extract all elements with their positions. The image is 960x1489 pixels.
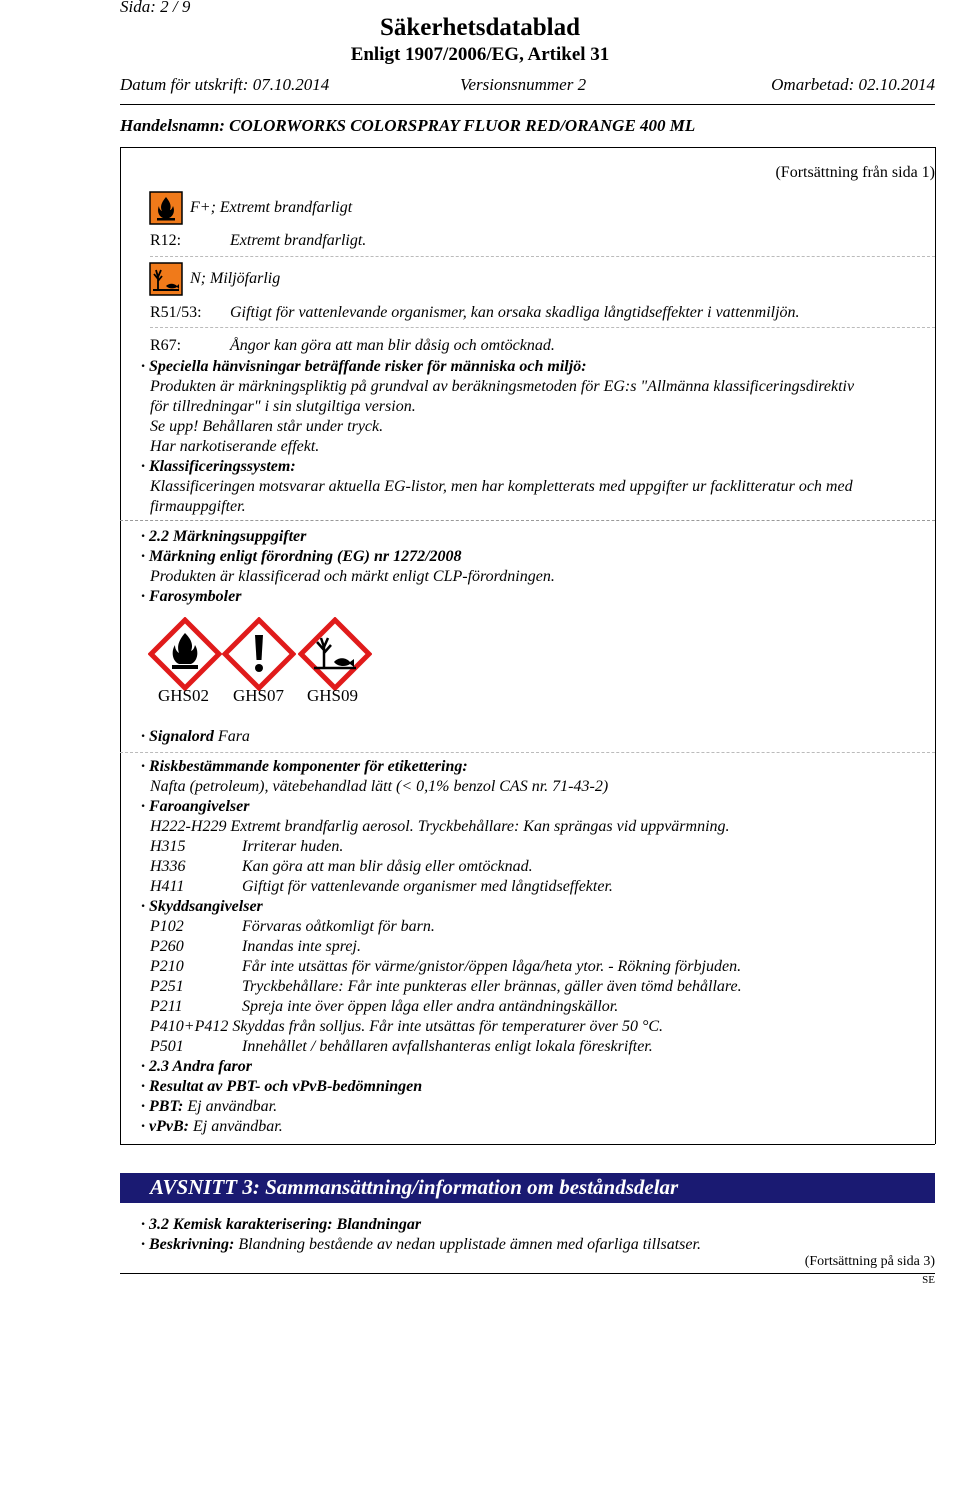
classification-heading: · Klassificeringssystem: <box>141 458 296 475</box>
description-row <box>141 1236 701 1254</box>
precaution-row <box>150 918 435 936</box>
page-number: Sida: 2 / 9 <box>120 0 191 16</box>
language-code: SE <box>922 1274 935 1286</box>
r12-text: Extremt brandfarligt. <box>230 232 367 249</box>
precaution-code: P102 <box>150 918 184 935</box>
clp-text: Produkten är klassificerad och märkt enligt CLP-förordningen. <box>150 568 555 585</box>
precaution-row <box>150 938 361 956</box>
old-class-n: N; Miljöfarlig <box>190 270 281 287</box>
description-value: Blandning bestående av nedan upplistade ämnen med ofarliga tillsatser. <box>238 1236 701 1253</box>
precaution-text: Skyddas från solljus. Får inte utsättas för temperaturer över 50 °C. <box>232 1018 664 1035</box>
precaution-code: P251 <box>150 978 184 995</box>
divider-2 <box>150 327 935 328</box>
regulation-heading: · Märkning enligt förordning (EG) nr 1272/2008 <box>141 548 462 565</box>
document-title: Säkerhetsdatablad <box>379 14 581 41</box>
document-subtitle: Enligt 1907/2006/EG, Artikel 31 <box>350 44 610 65</box>
print-date: Datum för utskrift: 07.10.2014 <box>120 75 330 94</box>
r67-code: R67: <box>150 337 182 354</box>
r5153-code: R51/53: <box>150 304 202 321</box>
r67-text: Ångor kan göra att man blir dåsig och omtöcknad. <box>230 337 555 354</box>
hazard-code: H336 <box>150 858 186 875</box>
divider-4 <box>120 752 935 753</box>
hazard-text: Kan göra att man blir dåsig eller omtöcknad. <box>242 858 533 875</box>
pbt-row <box>141 1098 277 1116</box>
header-rule-top <box>120 104 935 105</box>
chem-characterisation: · 3.2 Kemisk karakterisering: Blandningar <box>141 1216 422 1233</box>
precaution-row <box>150 1018 663 1036</box>
precaution-code: P211 <box>150 998 183 1015</box>
precaution-code: P260 <box>150 938 184 955</box>
hazard-row <box>150 838 343 856</box>
vpvb-value: Ej användbar. <box>192 1118 283 1135</box>
r5153-text: Giftigt för vattenlevande organismer, kan orsaka skadliga långtidseffekter i vattenmiljön. <box>230 304 800 321</box>
classification-line-1: Klassificeringen motsvarar aktuella EG-listor, men har kompletterats med uppgifter ur facklitteratur och med <box>150 478 853 495</box>
hazard-text: Irriterar huden. <box>242 838 344 855</box>
pictogram-label-1: GHS02 <box>158 686 210 705</box>
precaution-text: Inandas inte sprej. <box>242 938 361 955</box>
pictogram-label-3: GHS09 <box>307 686 359 705</box>
special-line-4: Har narkotiserande effekt. <box>150 438 320 455</box>
signal-label: · Signalord <box>141 728 214 745</box>
precaution-code: P410+P412 <box>150 1018 229 1035</box>
hazard-text: Giftigt för vattenlevande organismer med långtidseffekter. <box>242 878 613 895</box>
components-heading: · Riskbestämmande komponenter för etikettering: <box>141 758 468 775</box>
special-heading: · Speciella hänvisningar beträffande risker för människa och miljö: <box>141 358 587 375</box>
classification-line-2: firmauppgifter. <box>150 498 246 515</box>
signal-word <box>141 728 250 746</box>
precaution-row <box>150 1038 653 1056</box>
precaution-text: Får inte utsättas för värme/gnistor/öppen låga/heta ytor. - Rökning förbjuden. <box>242 958 742 975</box>
precaution-row <box>150 958 741 976</box>
flame-icon <box>149 191 183 225</box>
special-line-1: Produkten är märkningspliktig på grundval av beräkningsmetoden för EG:s "Allmänna klassificeringsdirektiv <box>150 378 855 395</box>
pbt-heading: · Resultat av PBT- och vPvB-bedömningen <box>141 1078 423 1095</box>
hazard-row <box>150 858 533 876</box>
pictograms-heading: · Farosymboler <box>141 588 242 605</box>
vpvb-row <box>141 1118 283 1136</box>
hazard-row <box>150 818 730 836</box>
precaution-text: Förvaras oåtkomligt för barn. <box>242 918 435 935</box>
special-line-2: för tillredningar" i sin slutgiltiga version. <box>150 398 416 415</box>
ghs02-flame-icon <box>148 617 222 691</box>
old-class-f: F+; Extremt brandfarligt <box>190 199 353 216</box>
frame-bottom <box>120 1144 935 1145</box>
frame-left <box>120 147 121 1144</box>
special-line-3: Se upp! Behållaren står under tryck. <box>150 418 384 435</box>
version-number: Versionsnummer 2 <box>460 75 587 94</box>
section3-title: AVSNITT 3: Sammansättning/information om beståndsdelar <box>150 1175 679 1199</box>
hazard-heading: · Faroangivelser <box>141 798 250 815</box>
ghs09-environment-icon <box>298 617 372 691</box>
precaution-text: Tryckbehållare: Får inte punkteras eller brännas, gäller även tömd behållare. <box>242 978 742 995</box>
revised-date: Omarbetad: 02.10.2014 <box>771 75 935 94</box>
pbt-label: · PBT: <box>141 1098 184 1115</box>
pbt-value: Ej användbar. <box>187 1098 278 1115</box>
section3-banner <box>120 1173 935 1203</box>
environment-icon <box>149 262 183 296</box>
other-hazards-heading: · 2.3 Andra faror <box>141 1058 252 1075</box>
ghs07-exclamation-icon <box>222 617 296 691</box>
hazard-code: H411 <box>150 878 185 895</box>
r12-code: R12: <box>150 232 182 249</box>
hazard-code: H222-H229 <box>150 818 227 835</box>
precaution-row <box>150 998 618 1016</box>
pictogram-label-2: GHS07 <box>233 686 285 705</box>
precaution-code: P210 <box>150 958 184 975</box>
precaution-code: P501 <box>150 1038 184 1055</box>
trade-name: Handelsnamn: COLORWORKS COLORSPRAY FLUOR RED/ORANGE 400 ML <box>120 116 696 135</box>
signal-value: Fara <box>217 728 250 745</box>
precaution-row <box>150 978 742 996</box>
labelling-heading: · 2.2 Märkningsuppgifter <box>141 528 307 545</box>
hazard-code: H315 <box>150 838 186 855</box>
description-label: · Beskrivning: <box>141 1236 235 1253</box>
divider-1 <box>150 256 935 257</box>
precaution-text: Spreja inte över öppen låga eller andra antändningskällor. <box>242 998 619 1015</box>
components-text: Nafta (petroleum), vätebehandlad lätt (< 0,1% benzol CAS nr. 71-43-2) <box>150 778 609 795</box>
footer-rule <box>120 1273 935 1274</box>
frame-right <box>935 147 936 1144</box>
vpvb-label: · vPvB: <box>141 1118 189 1135</box>
continued-from: (Fortsättning från sida 1) <box>775 164 935 181</box>
hazard-text: Extremt brandfarlig aerosol. Tryckbehållare: Kan sprängas vid uppvärmning. <box>230 818 730 835</box>
precaution-text: Innehållet / behållaren avfallshanteras enligt lokala föreskrifter. <box>242 1038 653 1055</box>
divider-3 <box>120 520 935 521</box>
hazard-row <box>150 878 613 896</box>
precaution-heading: · Skyddsangivelser <box>141 898 263 915</box>
continued-to: (Fortsättning på sida 3) <box>804 1254 935 1269</box>
header-rule-bottom <box>120 147 935 148</box>
